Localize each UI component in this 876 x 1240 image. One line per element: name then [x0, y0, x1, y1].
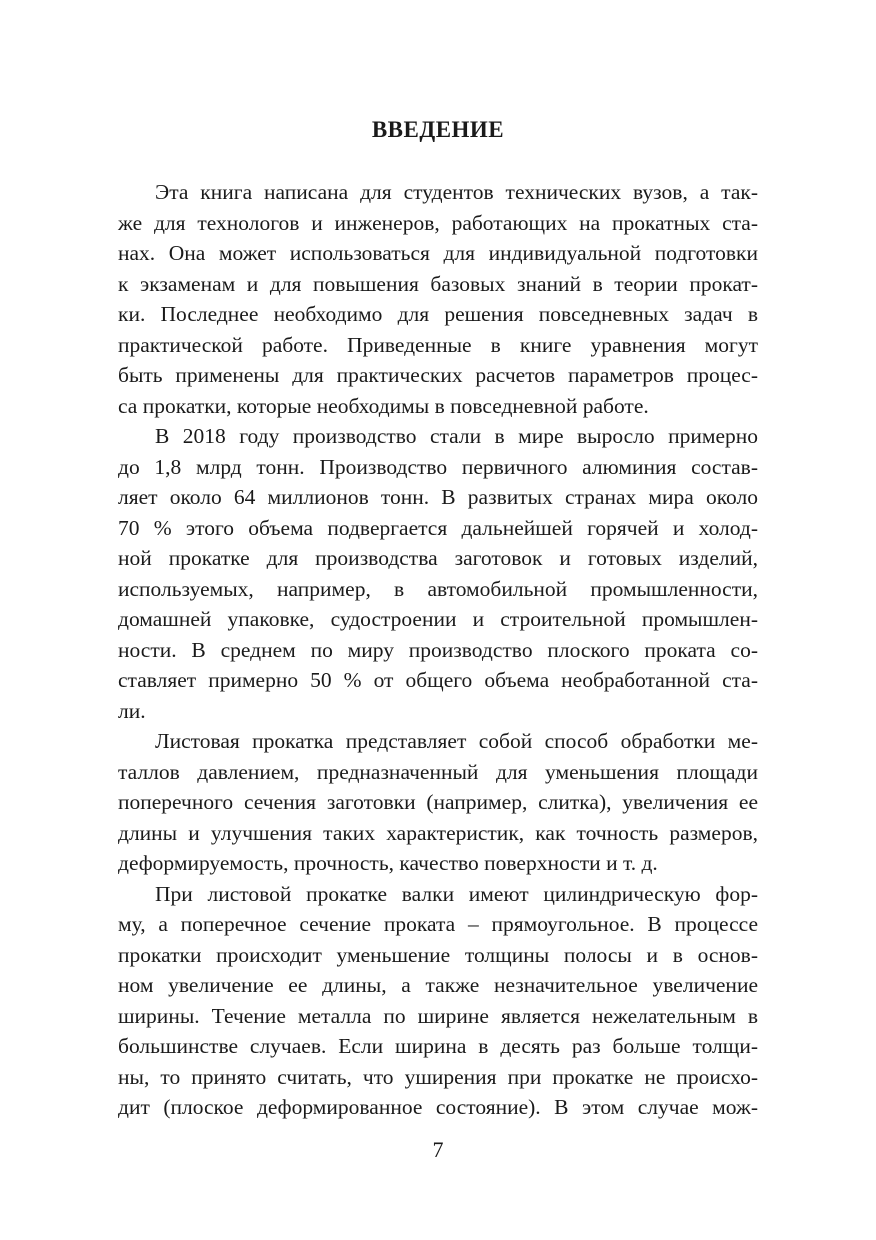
text-line: практической работе. Приведенные в книге уравнения могут [118, 332, 758, 357]
text-line: длины и улучшения таких характеристик, как точность размеров, [118, 820, 758, 845]
text-line: быть применены для практических расчетов параметров процес- [118, 363, 758, 387]
text-line: дит (плоское деформированное состояние). В этом случае мож- [118, 1095, 758, 1119]
text-line: ставляет примерно 50 % от общего объема необработанной ста- [118, 668, 758, 692]
text-line: му, а поперечное сечение проката – прямоугольное. В процессе [118, 912, 758, 936]
text-line: ны, то принято считать, что уширения при прокатке не происхо- [118, 1064, 758, 1089]
text-line: В 2018 году производство стали в мире выросло примерно [155, 424, 758, 448]
text-line: Эта книга написана для студентов технических вузов, а так- [155, 180, 758, 204]
text-line: ки. Последнее необходимо для решения повседневных задач в [118, 302, 758, 326]
text-line: ности. В среднем по миру производство плоского проката со- [118, 637, 758, 662]
body-text [118, 177, 758, 1123]
text-line: к экзаменам и для повышения базовых знаний в теории прокат- [118, 271, 758, 296]
text-line: же для технологов и инженеров, работающих на прокатных ста- [118, 210, 758, 235]
page-number: 7 [432, 1137, 444, 1162]
text-line: са прокатки, которые необходимы в повседневной работе. [118, 393, 649, 418]
text-line: до 1,8 млрд тонн. Производство первичного алюминия состав- [118, 454, 758, 479]
text-line: 70 % этого объема подвергается дальнейшей горячей и холод- [118, 515, 758, 540]
text-line: нах. Она может использоваться для индивидуальной подготовки [118, 241, 758, 265]
text-line: Листовая прокатка представляет собой способ обработки ме- [155, 729, 758, 753]
text-line: поперечного сечения заготовки (например, слитка), увеличения ее [118, 790, 758, 814]
text-line: используемых, например, в автомобильной промышленности, [118, 576, 758, 601]
text-line: таллов давлением, предназначенный для уменьшения площади [118, 759, 758, 784]
text-line: большинстве случаев. Если ширина в десять раз больше толщи- [118, 1034, 758, 1058]
chapter-title: ВВЕДЕНИЕ [371, 117, 505, 142]
text-line: При листовой прокатке валки имеют цилиндрическую фор- [155, 881, 758, 906]
text-line: деформируемость, прочность, качество поверхности и т. д. [118, 851, 658, 875]
text-line: прокатки происходит уменьшение толщины полосы и в основ- [118, 942, 758, 967]
text-line: ной прокатке для производства заготовок и готовых изделий, [118, 546, 758, 570]
text-line: ли. [118, 698, 146, 723]
text-line: ном увеличение ее длины, а также незначительное увеличение [118, 973, 758, 997]
text-line: домашней упаковке, судостроении и строительной промышлен- [118, 607, 758, 631]
text-line: ширины. Течение металла по ширине является нежелательным в [118, 1003, 758, 1028]
text-line: ляет около 64 миллионов тонн. В развитых странах мира около [118, 485, 758, 509]
